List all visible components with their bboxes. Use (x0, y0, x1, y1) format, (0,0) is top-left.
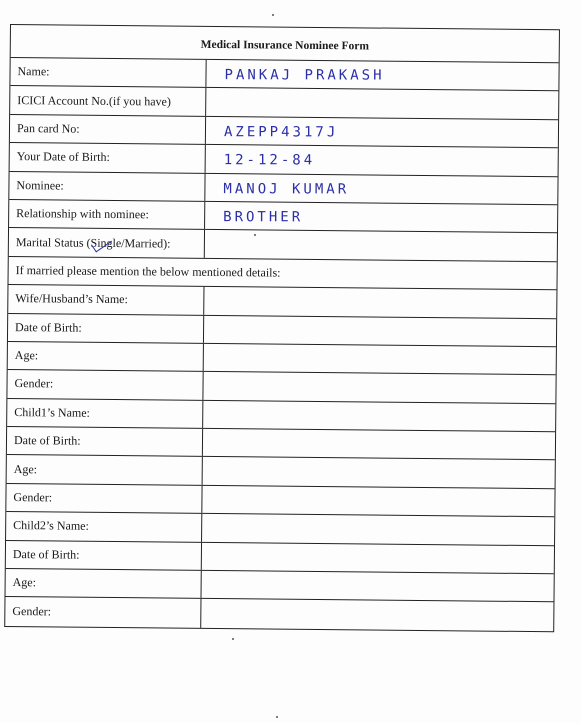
child1-age-label: Age: (7, 455, 203, 484)
spouse-name-value[interactable] (204, 288, 556, 316)
account-value[interactable] (206, 90, 558, 118)
dob-value[interactable]: 12-12-84 (223, 152, 316, 169)
spouse-age-label: Age: (8, 342, 204, 371)
child2-gender-value[interactable] (201, 601, 553, 630)
nominee-form (4, 24, 560, 632)
account-label: ICICI Account No.(if you have) (10, 86, 206, 115)
speck-mark (272, 14, 274, 16)
nominee-value[interactable]: MANOJ KUMAR (223, 180, 350, 197)
speck-mark (254, 234, 256, 236)
spouse-gender-label: Gender: (7, 370, 203, 399)
speck-mark (232, 638, 234, 640)
relationship-value[interactable]: BROTHER (223, 208, 304, 226)
spouse-gender-value[interactable] (203, 373, 555, 401)
child2-name-value[interactable] (202, 515, 554, 543)
child1-dob-label: Date of Birth: (7, 427, 203, 456)
child1-dob-value[interactable] (203, 430, 555, 458)
marital-status-label (9, 228, 205, 257)
dob-label: Your Date of Birth: (10, 143, 206, 172)
pan-value[interactable]: AZEPP4317J (223, 123, 339, 140)
marital-status-label-text: Marital Status (Single/Married): (15, 234, 171, 251)
relationship-label: Relationship with nominee: (9, 200, 205, 229)
name-value[interactable]: PANKAJ PRAKASH (224, 66, 385, 84)
spouse-name-label: Wife/Husband’s Name: (8, 285, 204, 314)
nominee-label: Nominee: (9, 172, 205, 201)
child1-name-label: Child1’s Name: (7, 399, 203, 428)
child2-name-label: Child2’s Name: (6, 512, 202, 541)
child2-dob-value[interactable] (202, 544, 554, 572)
child1-age-value[interactable] (203, 459, 555, 487)
speck-mark (276, 716, 278, 718)
child2-gender-row (5, 597, 553, 631)
form-title: Medical Insurance Nominee Form (11, 25, 559, 63)
spouse-age-value[interactable] (204, 345, 556, 373)
child1-gender-label: Gender: (6, 484, 202, 513)
child2-gender-label: Gender: (5, 597, 201, 627)
spouse-dob-value[interactable] (204, 317, 556, 345)
marital-status-value[interactable] (205, 231, 557, 259)
child2-age-value[interactable] (202, 572, 554, 600)
name-label: Name: (10, 58, 206, 87)
spouse-dob-label: Date of Birth: (8, 314, 204, 343)
married-heading: If married please mention the below mentioned details: (15, 262, 281, 280)
child2-age-label: Age: (6, 569, 202, 598)
pan-label: Pan card No: (10, 115, 206, 144)
child2-dob-label: Date of Birth: (6, 541, 202, 570)
child1-gender-value[interactable] (202, 487, 554, 515)
child1-name-value[interactable] (203, 402, 555, 430)
